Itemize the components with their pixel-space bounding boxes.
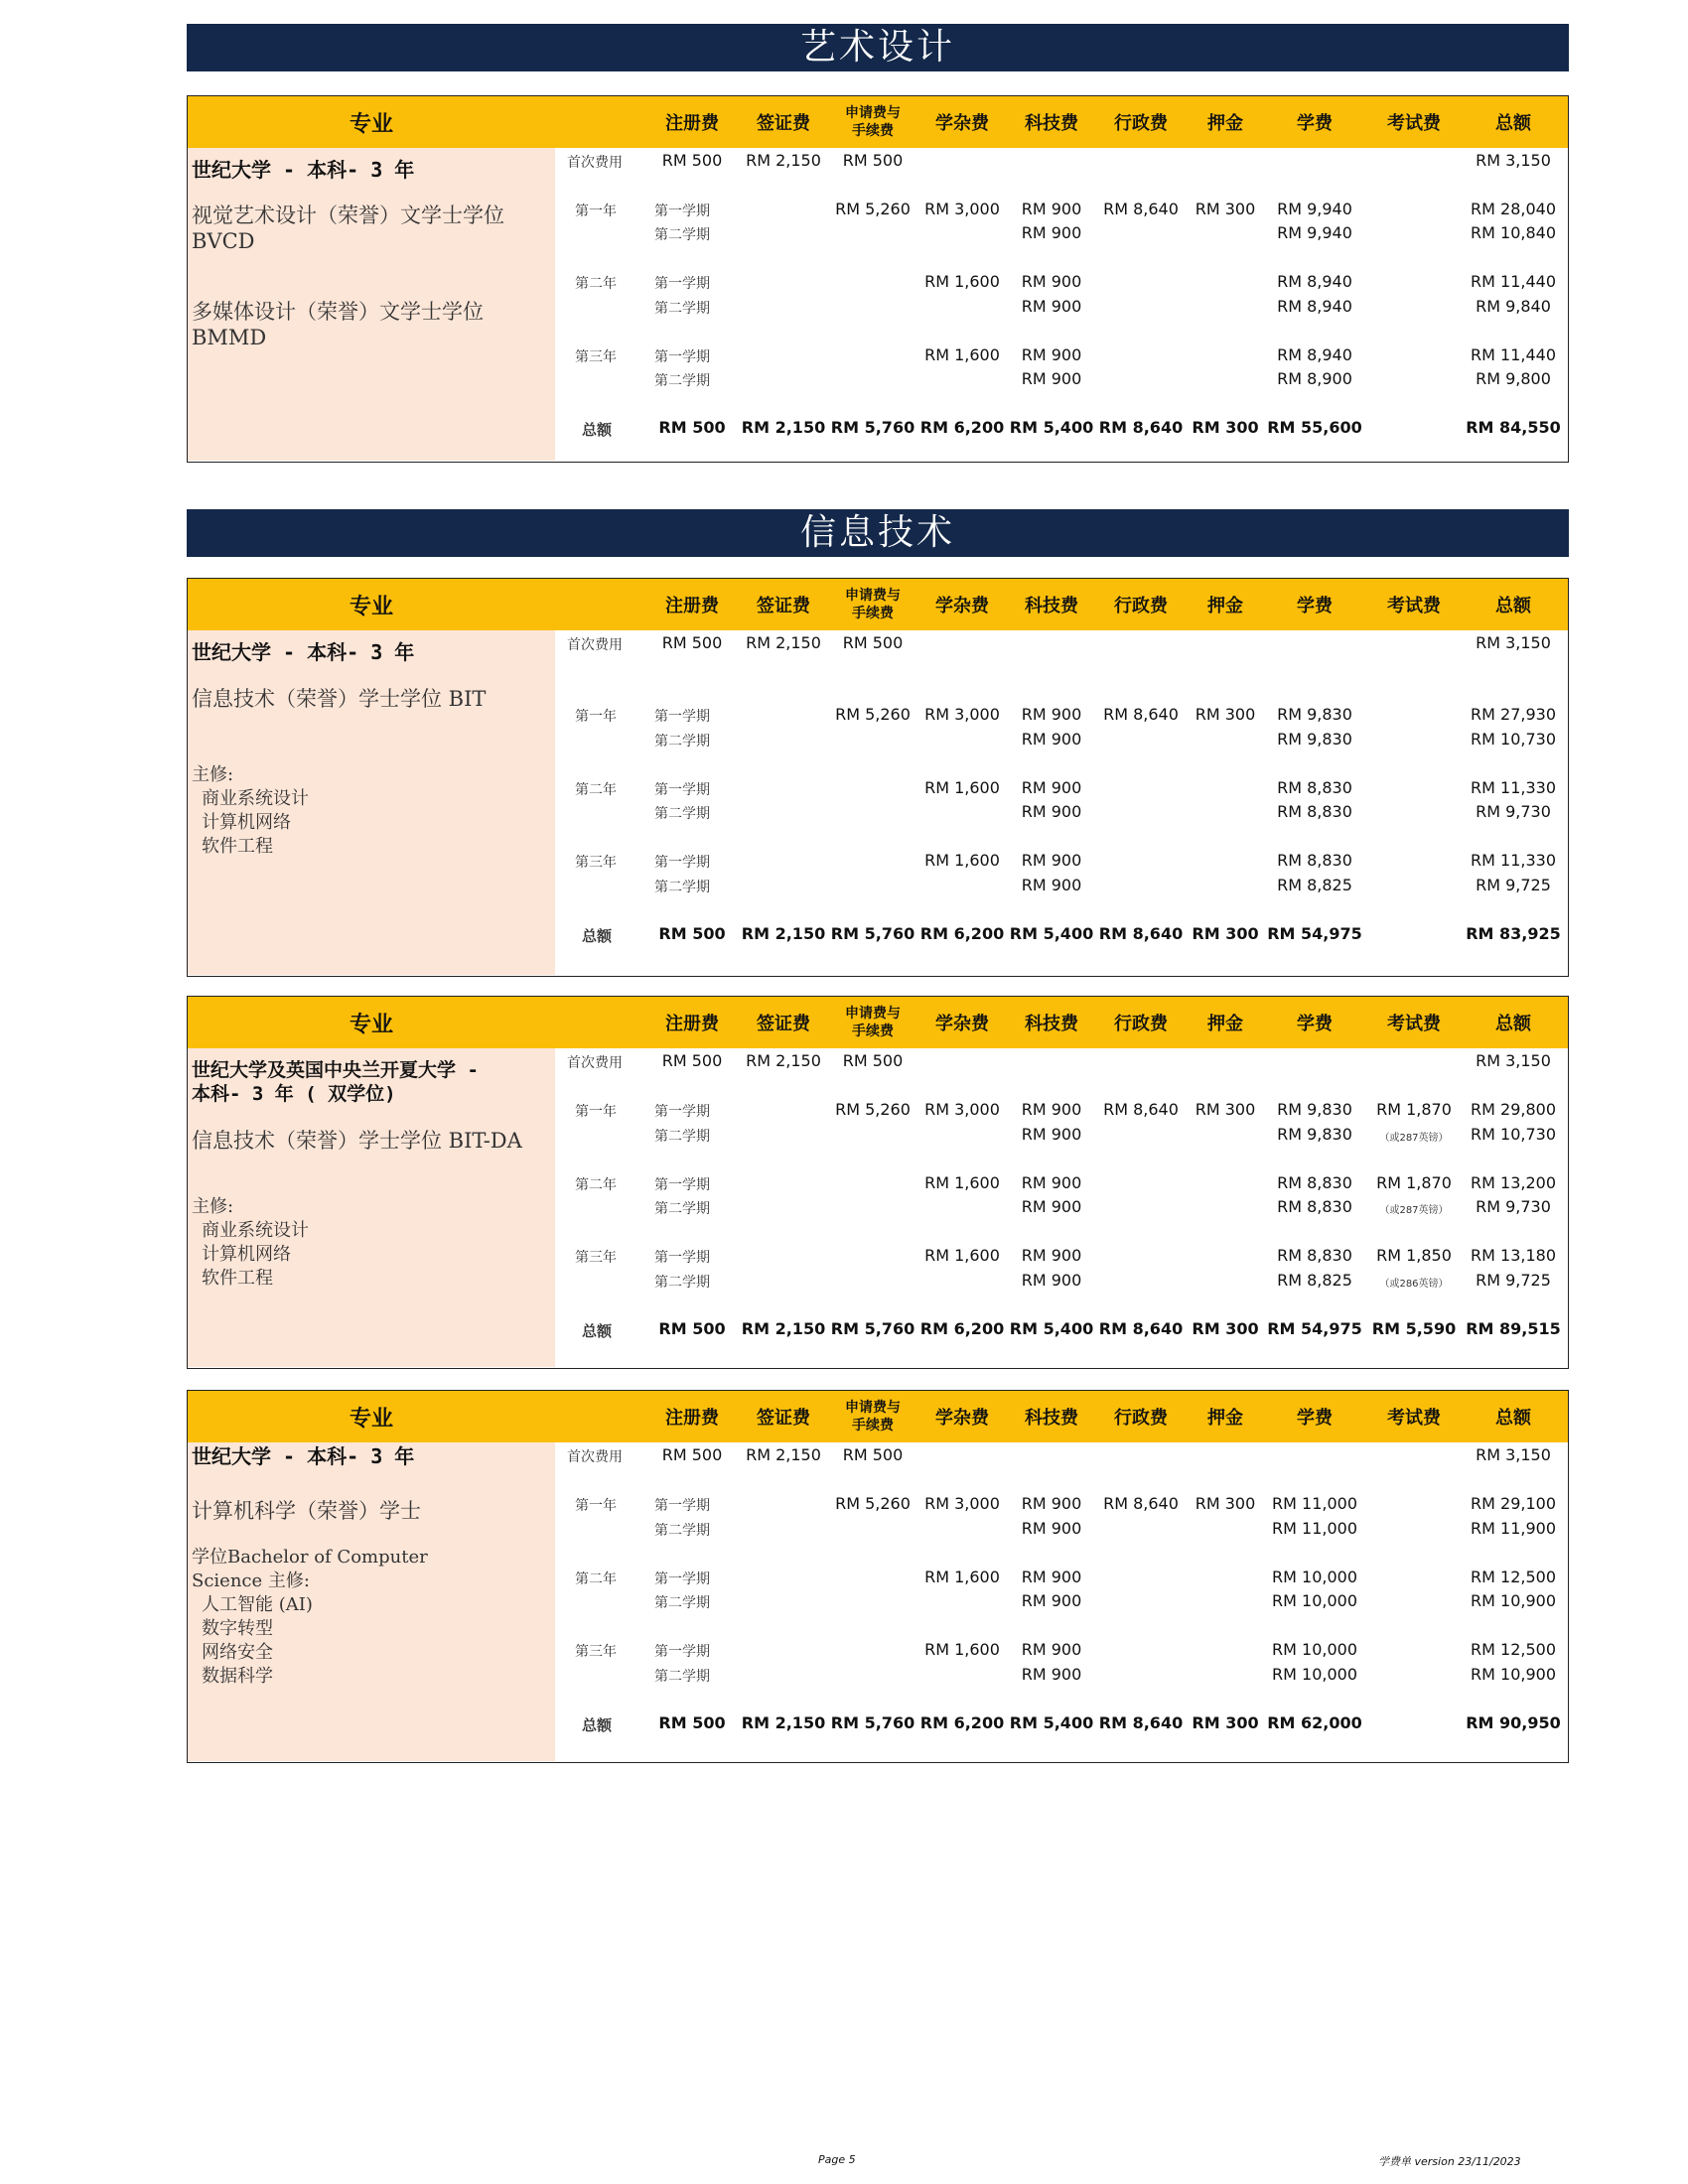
sum-admin: RM 8,640 xyxy=(1098,924,1184,943)
cell-tech: RM 900 xyxy=(1021,297,1082,316)
header-tuition: 学费 xyxy=(1297,596,1333,616)
cell-tech: RM 900 xyxy=(1021,1125,1082,1144)
header-tech: 科技费 xyxy=(1025,1408,1078,1429)
sum-tech: RM 5,400 xyxy=(1009,924,1094,943)
cell-misc: RM 3,000 xyxy=(924,705,1000,724)
sum-deposit: RM 300 xyxy=(1192,1319,1259,1338)
page-number: Page 5 xyxy=(818,2153,856,2166)
label-year1: 第一年 xyxy=(575,709,617,725)
cell-exam-note: （或286英镑） xyxy=(1379,1279,1449,1290)
header-visa: 签证费 xyxy=(757,1014,810,1034)
header-misc: 学杂费 xyxy=(935,596,989,616)
header-visa: 签证费 xyxy=(757,1408,810,1429)
major-item: 数据科学 xyxy=(202,1666,273,1687)
label-year1: 第一年 xyxy=(575,1104,617,1120)
cell-exam: RM 1,870 xyxy=(1376,1173,1452,1192)
sum-deposit: RM 300 xyxy=(1192,418,1259,437)
label-sem2: 第二学期 xyxy=(654,806,710,822)
cell-total: RM 27,930 xyxy=(1471,705,1556,724)
cell-tech: RM 900 xyxy=(1021,1271,1082,1290)
header-tech: 科技费 xyxy=(1025,596,1078,616)
header-misc: 学杂费 xyxy=(935,113,989,134)
cell-total: RM 10,840 xyxy=(1471,223,1556,242)
cell-tech: RM 900 xyxy=(1021,1246,1082,1265)
cell-total: RM 28,040 xyxy=(1471,200,1556,218)
header-admin: 行政费 xyxy=(1114,113,1168,134)
cell-visa: RM 2,150 xyxy=(746,151,821,170)
label-sem2: 第二学期 xyxy=(654,1595,710,1611)
sum-visa: RM 2,150 xyxy=(741,1713,826,1732)
cell-total: RM 9,840 xyxy=(1476,297,1551,316)
program-bvcd: 视觉艺术设计（荣誉）文学士学位 BVCD xyxy=(192,204,504,253)
label-year2: 第二年 xyxy=(575,1177,617,1193)
cell-misc: RM 1,600 xyxy=(924,1640,1000,1659)
cell-registration: RM 500 xyxy=(661,1051,723,1070)
cell-total: RM 13,180 xyxy=(1471,1246,1556,1265)
majors-title: 主修: xyxy=(192,1196,234,1217)
header-registration: 注册费 xyxy=(665,113,719,134)
label-sem1: 第一学期 xyxy=(654,1644,710,1660)
cell-tech: RM 900 xyxy=(1021,1173,1082,1192)
label-sem1: 第一学期 xyxy=(654,782,710,798)
header-registration: 注册费 xyxy=(665,1408,719,1429)
cell-tech: RM 900 xyxy=(1021,730,1082,749)
program-cs-english: 学位Bachelor of Computer Science 主修: xyxy=(192,1547,428,1591)
sum-registration: RM 500 xyxy=(658,418,726,437)
cell-deposit: RM 300 xyxy=(1195,1494,1256,1513)
cell-admin: RM 8,640 xyxy=(1103,1100,1179,1119)
sum-application: RM 5,760 xyxy=(830,418,915,437)
program-panel xyxy=(188,148,555,461)
cell-total: RM 13,200 xyxy=(1471,1173,1556,1192)
cell-tuition: RM 11,000 xyxy=(1272,1519,1357,1538)
cell-exam: RM 1,870 xyxy=(1376,1100,1452,1119)
cell-exam: RM 1,850 xyxy=(1376,1246,1452,1265)
header-visa: 签证费 xyxy=(757,113,810,134)
cell-tuition: RM 10,000 xyxy=(1272,1640,1357,1659)
label-sem1: 第一学期 xyxy=(654,1498,710,1514)
sum-misc: RM 6,200 xyxy=(919,1319,1005,1338)
sum-visa: RM 2,150 xyxy=(741,1319,826,1338)
cell-deposit: RM 300 xyxy=(1195,200,1256,218)
header-exam: 考试费 xyxy=(1387,113,1441,134)
label-sem2: 第二学期 xyxy=(654,880,710,895)
sum-misc: RM 6,200 xyxy=(919,924,1005,943)
program-bit-da: 信息技术（荣誉）学士学位 BIT-DA xyxy=(192,1129,522,1153)
cell-application: RM 500 xyxy=(842,1051,904,1070)
cell-visa: RM 2,150 xyxy=(746,1445,821,1464)
cell-misc: RM 1,600 xyxy=(924,1173,1000,1192)
section-title-it: 信息技术 xyxy=(187,509,1569,557)
header-deposit: 押金 xyxy=(1207,596,1243,616)
cell-misc: RM 1,600 xyxy=(924,1568,1000,1586)
header-misc: 学杂费 xyxy=(935,1014,989,1034)
label-total: 总额 xyxy=(582,421,613,439)
cell-tech: RM 900 xyxy=(1021,1494,1082,1513)
header-major: 专业 xyxy=(349,1406,393,1432)
header-registration: 注册费 xyxy=(665,596,719,616)
cell-total: RM 10,900 xyxy=(1471,1665,1556,1684)
cell-application: RM 5,260 xyxy=(835,1494,911,1513)
label-sem2: 第二学期 xyxy=(654,1669,710,1685)
cell-registration: RM 500 xyxy=(661,151,723,170)
program-cs: 计算机科学（荣誉）学士 xyxy=(192,1499,421,1523)
cell-tech: RM 900 xyxy=(1021,223,1082,242)
label-sem1: 第一学期 xyxy=(654,349,710,365)
cell-total: RM 3,150 xyxy=(1476,1445,1551,1464)
sum-tuition: RM 54,975 xyxy=(1267,924,1362,943)
header-application: 申请费与 手续费 xyxy=(845,1006,901,1039)
label-total: 总额 xyxy=(582,1322,613,1340)
major-item: 计算机网络 xyxy=(202,1244,291,1265)
cell-tech: RM 900 xyxy=(1021,1568,1082,1586)
cell-tuition: RM 8,830 xyxy=(1277,1246,1352,1265)
sum-admin: RM 8,640 xyxy=(1098,1713,1184,1732)
header-major: 专业 xyxy=(349,594,393,619)
cell-total: RM 12,500 xyxy=(1471,1568,1556,1586)
sum-admin: RM 8,640 xyxy=(1098,418,1184,437)
cell-total: RM 29,800 xyxy=(1471,1100,1556,1119)
label-sem1: 第一学期 xyxy=(654,855,710,871)
header-tuition: 学费 xyxy=(1297,1014,1333,1034)
cell-misc: RM 3,000 xyxy=(924,200,1000,218)
cell-tech: RM 900 xyxy=(1021,369,1082,388)
cell-application: RM 5,260 xyxy=(835,200,911,218)
cell-tuition: RM 9,940 xyxy=(1277,223,1352,242)
label-sem1: 第一学期 xyxy=(654,276,710,292)
cell-tuition: RM 9,830 xyxy=(1277,1125,1352,1144)
cell-tech: RM 900 xyxy=(1021,851,1082,870)
sum-visa: RM 2,150 xyxy=(741,418,826,437)
label-year2: 第二年 xyxy=(575,782,617,798)
cell-total: RM 3,150 xyxy=(1476,151,1551,170)
cell-registration: RM 500 xyxy=(661,633,723,652)
cell-registration: RM 500 xyxy=(661,1445,723,1464)
cell-tech: RM 900 xyxy=(1021,1100,1082,1119)
label-first-payment: 首次费用 xyxy=(567,637,623,653)
label-first-payment: 首次费用 xyxy=(567,1449,623,1465)
major-item: 网络安全 xyxy=(202,1642,273,1663)
cell-tuition: RM 8,830 xyxy=(1277,851,1352,870)
cell-tech: RM 900 xyxy=(1021,200,1082,218)
cell-admin: RM 8,640 xyxy=(1103,1494,1179,1513)
label-total: 总额 xyxy=(582,1716,613,1734)
program-bmmd: 多媒体设计（荣誉）文学士学位 BMMD xyxy=(192,300,484,349)
header-tech: 科技费 xyxy=(1025,113,1078,134)
cell-misc: RM 1,600 xyxy=(924,851,1000,870)
sum-exam: RM 5,590 xyxy=(1371,1319,1457,1338)
label-year2: 第二年 xyxy=(575,1571,617,1587)
header-total: 总额 xyxy=(1495,1408,1531,1429)
label-sem2: 第二学期 xyxy=(654,734,710,750)
program-panel xyxy=(188,1048,555,1367)
cell-application: RM 5,260 xyxy=(835,705,911,724)
table-header xyxy=(188,997,1568,1048)
cell-tech: RM 900 xyxy=(1021,272,1082,291)
cell-tech: RM 900 xyxy=(1021,1591,1082,1610)
cell-tuition: RM 8,900 xyxy=(1277,369,1352,388)
cell-total: RM 9,725 xyxy=(1476,1271,1551,1290)
cell-total: RM 11,900 xyxy=(1471,1519,1556,1538)
label-first-payment: 首次费用 xyxy=(567,1055,623,1071)
sum-total: RM 89,515 xyxy=(1466,1319,1561,1338)
cell-tuition: RM 11,000 xyxy=(1272,1494,1357,1513)
cell-tuition: RM 9,830 xyxy=(1277,705,1352,724)
cell-total: RM 11,330 xyxy=(1471,778,1556,797)
cell-admin: RM 8,640 xyxy=(1103,200,1179,218)
header-admin: 行政费 xyxy=(1114,1014,1168,1034)
header-total: 总额 xyxy=(1495,596,1531,616)
major-item: 计算机网络 xyxy=(202,812,291,833)
cell-total: RM 12,500 xyxy=(1471,1640,1556,1659)
label-total: 总额 xyxy=(582,927,613,945)
cell-total: RM 10,730 xyxy=(1471,730,1556,749)
cell-misc: RM 1,600 xyxy=(924,778,1000,797)
label-year1: 第一年 xyxy=(575,204,617,219)
label-year1: 第一年 xyxy=(575,1498,617,1514)
sum-tuition: RM 55,600 xyxy=(1267,418,1362,437)
cell-deposit: RM 300 xyxy=(1195,705,1256,724)
cell-tech: RM 900 xyxy=(1021,778,1082,797)
label-sem1: 第一学期 xyxy=(654,1177,710,1193)
program-panel xyxy=(188,630,555,975)
header-exam: 考试费 xyxy=(1387,1408,1441,1429)
label-year3: 第三年 xyxy=(575,349,617,365)
sum-tech: RM 5,400 xyxy=(1009,1319,1094,1338)
sum-registration: RM 500 xyxy=(658,1319,726,1338)
sum-registration: RM 500 xyxy=(658,1713,726,1732)
major-item: 商业系统设计 xyxy=(202,1220,309,1241)
header-exam: 考试费 xyxy=(1387,1014,1441,1034)
cell-misc: RM 3,000 xyxy=(924,1494,1000,1513)
cell-exam-note: （或287英镑） xyxy=(1379,1205,1449,1216)
sum-registration: RM 500 xyxy=(658,924,726,943)
sum-deposit: RM 300 xyxy=(1192,924,1259,943)
section-title-art: 艺术设计 xyxy=(187,24,1569,71)
sum-tech: RM 5,400 xyxy=(1009,1713,1094,1732)
cell-tuition: RM 8,825 xyxy=(1277,1271,1352,1290)
label-year3: 第三年 xyxy=(575,1644,617,1660)
header-tuition: 学费 xyxy=(1297,1408,1333,1429)
cell-tuition: RM 8,830 xyxy=(1277,802,1352,821)
label-year3: 第三年 xyxy=(575,855,617,871)
label-sem2: 第二学期 xyxy=(654,1523,710,1539)
sum-deposit: RM 300 xyxy=(1192,1713,1259,1732)
cell-visa: RM 2,150 xyxy=(746,1051,821,1070)
sum-application: RM 5,760 xyxy=(830,1713,915,1732)
cell-tech: RM 900 xyxy=(1021,705,1082,724)
cell-application: RM 500 xyxy=(842,1445,904,1464)
header-visa: 签证费 xyxy=(757,596,810,616)
label-sem2: 第二学期 xyxy=(654,1275,710,1291)
label-year3: 第三年 xyxy=(575,1250,617,1266)
cell-misc: RM 1,600 xyxy=(924,345,1000,364)
cell-visa: RM 2,150 xyxy=(746,633,821,652)
label-sem2: 第二学期 xyxy=(654,227,710,243)
cell-application: RM 500 xyxy=(842,151,904,170)
header-major: 专业 xyxy=(349,1012,393,1037)
cell-tech: RM 900 xyxy=(1021,802,1082,821)
sum-total: RM 83,925 xyxy=(1466,924,1561,943)
sum-tuition: RM 54,975 xyxy=(1267,1319,1362,1338)
majors-title: 主修: xyxy=(192,764,234,785)
fee-table-computer-science xyxy=(187,1390,1569,1763)
sum-tuition: RM 62,000 xyxy=(1267,1713,1362,1732)
header-deposit: 押金 xyxy=(1207,113,1243,134)
label-sem2: 第二学期 xyxy=(654,1129,710,1145)
cell-tech: RM 900 xyxy=(1021,876,1082,894)
label-sem2: 第二学期 xyxy=(654,301,710,317)
cell-total: RM 11,440 xyxy=(1471,272,1556,291)
sum-visa: RM 2,150 xyxy=(741,924,826,943)
header-application: 申请费与 手续费 xyxy=(845,105,901,139)
table-header xyxy=(188,579,1568,630)
header-registration: 注册费 xyxy=(665,1014,719,1034)
sum-misc: RM 6,200 xyxy=(919,1713,1005,1732)
label-sem2: 第二学期 xyxy=(654,373,710,389)
header-admin: 行政费 xyxy=(1114,596,1168,616)
university-name: 世纪大学 - 本科- 3 年 xyxy=(192,640,415,664)
sum-tech: RM 5,400 xyxy=(1009,418,1094,437)
cell-total: RM 9,730 xyxy=(1476,1197,1551,1216)
cell-tuition: RM 8,940 xyxy=(1277,272,1352,291)
label-sem1: 第一学期 xyxy=(654,1250,710,1266)
cell-tech: RM 900 xyxy=(1021,345,1082,364)
cell-tuition: RM 8,825 xyxy=(1277,876,1352,894)
sum-admin: RM 8,640 xyxy=(1098,1319,1184,1338)
cell-total: RM 10,900 xyxy=(1471,1591,1556,1610)
header-misc: 学杂费 xyxy=(935,1408,989,1429)
table-header xyxy=(188,96,1568,148)
header-major: 专业 xyxy=(349,111,393,137)
major-item: 商业系统设计 xyxy=(202,788,309,809)
cell-application: RM 5,260 xyxy=(835,1100,911,1119)
cell-total: RM 3,150 xyxy=(1476,1051,1551,1070)
header-application: 申请费与 手续费 xyxy=(845,588,901,621)
sum-total: RM 90,950 xyxy=(1466,1713,1561,1732)
cell-misc: RM 1,600 xyxy=(924,1246,1000,1265)
cell-exam-note: （或287英镑） xyxy=(1379,1133,1449,1144)
cell-tuition: RM 8,830 xyxy=(1277,1173,1352,1192)
program-panel xyxy=(188,1442,555,1761)
header-deposit: 押金 xyxy=(1207,1014,1243,1034)
sum-application: RM 5,760 xyxy=(830,1319,915,1338)
header-total: 总额 xyxy=(1495,113,1531,134)
header-deposit: 押金 xyxy=(1207,1408,1243,1429)
cell-tech: RM 900 xyxy=(1021,1197,1082,1216)
major-item: 软件工程 xyxy=(202,1268,273,1289)
cell-total: RM 29,100 xyxy=(1471,1494,1556,1513)
cell-tech: RM 900 xyxy=(1021,1665,1082,1684)
label-year2: 第二年 xyxy=(575,276,617,292)
cell-tuition: RM 10,000 xyxy=(1272,1568,1357,1586)
cell-deposit: RM 300 xyxy=(1195,1100,1256,1119)
cell-tech: RM 900 xyxy=(1021,1519,1082,1538)
cell-misc: RM 1,600 xyxy=(924,272,1000,291)
cell-tuition: RM 8,830 xyxy=(1277,1197,1352,1216)
label-sem1: 第一学期 xyxy=(654,204,710,219)
university-name: 世纪大学及英国中央兰开夏大学 - 本科- 3 年 ( 双学位) xyxy=(192,1059,479,1105)
university-name: 世纪大学 - 本科- 3 年 xyxy=(192,158,415,182)
sum-application: RM 5,760 xyxy=(830,924,915,943)
sum-misc: RM 6,200 xyxy=(919,418,1005,437)
major-item: 数字转型 xyxy=(202,1618,273,1639)
major-item: 人工智能 (AI) xyxy=(202,1594,313,1615)
version-note: 学费单 version 23/11/2023 xyxy=(1378,2155,1521,2168)
header-admin: 行政费 xyxy=(1114,1408,1168,1429)
program-bit: 信息技术（荣誉）学士学位 BIT xyxy=(192,687,487,711)
header-tuition: 学费 xyxy=(1297,113,1333,134)
header-tech: 科技费 xyxy=(1025,1014,1078,1034)
cell-total: RM 11,330 xyxy=(1471,851,1556,870)
label-sem1: 第一学期 xyxy=(654,1571,710,1587)
sum-total: RM 84,550 xyxy=(1466,418,1561,437)
fee-table-it-dual xyxy=(187,996,1569,1369)
cell-total: RM 3,150 xyxy=(1476,633,1551,652)
label-first-payment: 首次费用 xyxy=(567,155,623,171)
major-item: 软件工程 xyxy=(202,836,273,857)
cell-tuition: RM 10,000 xyxy=(1272,1591,1357,1610)
cell-total: RM 9,800 xyxy=(1476,369,1551,388)
cell-tuition: RM 9,830 xyxy=(1277,730,1352,749)
cell-tuition: RM 8,830 xyxy=(1277,778,1352,797)
cell-total: RM 9,725 xyxy=(1476,876,1551,894)
fee-table-art-design xyxy=(187,95,1569,463)
cell-tuition: RM 8,940 xyxy=(1277,297,1352,316)
table-header xyxy=(188,1391,1568,1442)
cell-total: RM 11,440 xyxy=(1471,345,1556,364)
cell-tuition: RM 9,830 xyxy=(1277,1100,1352,1119)
university-name: 世纪大学 - 本科- 3 年 xyxy=(192,1444,415,1468)
header-application: 申请费与 手续费 xyxy=(845,1400,901,1433)
cell-total: RM 9,730 xyxy=(1476,802,1551,821)
header-exam: 考试费 xyxy=(1387,596,1441,616)
cell-total: RM 10,730 xyxy=(1471,1125,1556,1144)
cell-tuition: RM 9,940 xyxy=(1277,200,1352,218)
label-sem2: 第二学期 xyxy=(654,1201,710,1217)
cell-misc: RM 3,000 xyxy=(924,1100,1000,1119)
cell-application: RM 500 xyxy=(842,633,904,652)
cell-tuition: RM 8,940 xyxy=(1277,345,1352,364)
cell-tech: RM 900 xyxy=(1021,1640,1082,1659)
fee-table-it-bit xyxy=(187,578,1569,977)
cell-admin: RM 8,640 xyxy=(1103,705,1179,724)
label-sem1: 第一学期 xyxy=(654,1104,710,1120)
header-total: 总额 xyxy=(1495,1014,1531,1034)
cell-tuition: RM 10,000 xyxy=(1272,1665,1357,1684)
label-sem1: 第一学期 xyxy=(654,709,710,725)
